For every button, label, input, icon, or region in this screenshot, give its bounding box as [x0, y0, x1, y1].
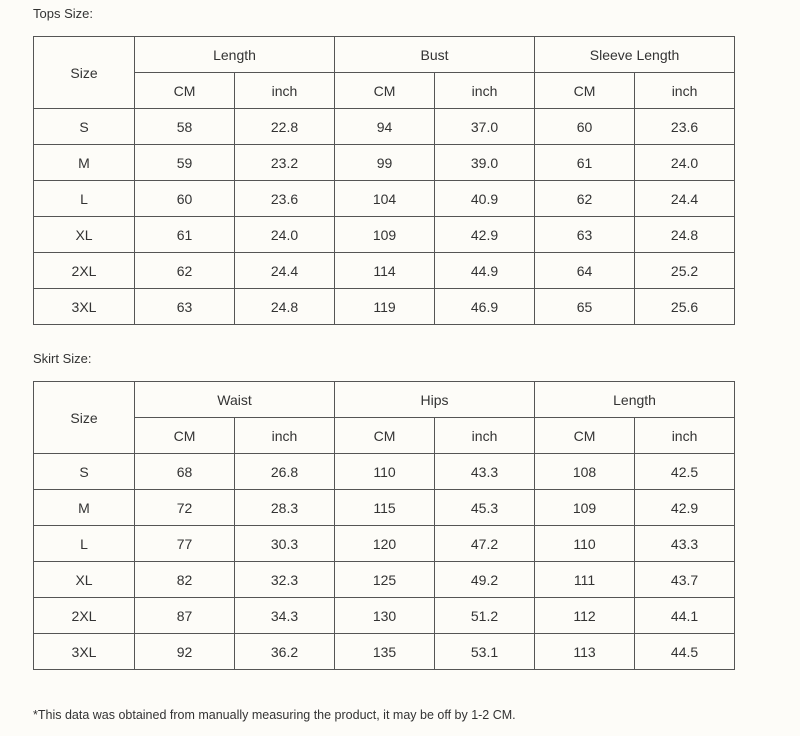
value-cell: 113 [535, 634, 635, 670]
value-cell: 24.0 [235, 217, 335, 253]
size-cell: L [34, 526, 135, 562]
unit-header: inch [435, 418, 535, 454]
value-cell: 61 [135, 217, 235, 253]
value-cell: 68 [135, 454, 235, 490]
value-cell: 24.8 [635, 217, 735, 253]
unit-header-row [34, 73, 735, 109]
value-cell: 25.2 [635, 253, 735, 289]
value-cell: 26.8 [235, 454, 335, 490]
value-cell: 120 [335, 526, 435, 562]
table-row [34, 598, 735, 634]
value-cell: 109 [335, 217, 435, 253]
value-cell: 110 [535, 526, 635, 562]
value-cell: 24.8 [235, 289, 335, 325]
value-cell: 23.6 [235, 181, 335, 217]
value-cell: 32.3 [235, 562, 335, 598]
unit-header: inch [235, 73, 335, 109]
value-cell: 111 [535, 562, 635, 598]
table-row [34, 526, 735, 562]
unit-header: CM [135, 418, 235, 454]
size-cell: XL [34, 562, 135, 598]
table-row [34, 109, 735, 145]
value-cell: 44.9 [435, 253, 535, 289]
table-row [34, 454, 735, 490]
size-cell: 3XL [34, 289, 135, 325]
value-cell: 62 [535, 181, 635, 217]
value-cell: 39.0 [435, 145, 535, 181]
unit-header: CM [335, 418, 435, 454]
table-row [34, 634, 735, 670]
unit-header-row [34, 418, 735, 454]
value-cell: 135 [335, 634, 435, 670]
table-row [34, 562, 735, 598]
value-cell: 61 [535, 145, 635, 181]
size-cell: 2XL [34, 253, 135, 289]
size-header: Size [34, 37, 135, 109]
value-cell: 64 [535, 253, 635, 289]
group-header: Waist [135, 382, 335, 418]
value-cell: 112 [535, 598, 635, 634]
table-row [34, 217, 735, 253]
table-row [34, 181, 735, 217]
value-cell: 22.8 [235, 109, 335, 145]
tops-size-table [33, 36, 735, 325]
size-cell: M [34, 490, 135, 526]
value-cell: 92 [135, 634, 235, 670]
value-cell: 34.3 [235, 598, 335, 634]
value-cell: 30.3 [235, 526, 335, 562]
value-cell: 51.2 [435, 598, 535, 634]
value-cell: 42.9 [635, 490, 735, 526]
value-cell: 44.5 [635, 634, 735, 670]
value-cell: 130 [335, 598, 435, 634]
value-cell: 82 [135, 562, 235, 598]
value-cell: 24.4 [235, 253, 335, 289]
value-cell: 94 [335, 109, 435, 145]
value-cell: 125 [335, 562, 435, 598]
table-row [34, 289, 735, 325]
value-cell: 87 [135, 598, 235, 634]
value-cell: 58 [135, 109, 235, 145]
value-cell: 99 [335, 145, 435, 181]
value-cell: 46.9 [435, 289, 535, 325]
value-cell: 59 [135, 145, 235, 181]
group-header: Bust [335, 37, 535, 73]
unit-header: CM [535, 73, 635, 109]
group-header: Sleeve Length [535, 37, 735, 73]
value-cell: 115 [335, 490, 435, 526]
table-row [34, 145, 735, 181]
unit-header: inch [635, 418, 735, 454]
skirt-size-caption: Skirt Size: [33, 351, 92, 366]
value-cell: 24.4 [635, 181, 735, 217]
value-cell: 72 [135, 490, 235, 526]
value-cell: 49.2 [435, 562, 535, 598]
unit-header: inch [635, 73, 735, 109]
size-header: Size [34, 382, 135, 454]
unit-header: CM [335, 73, 435, 109]
unit-header: inch [235, 418, 335, 454]
header-row [34, 37, 735, 73]
value-cell: 53.1 [435, 634, 535, 670]
value-cell: 42.9 [435, 217, 535, 253]
value-cell: 77 [135, 526, 235, 562]
unit-header: CM [135, 73, 235, 109]
value-cell: 47.2 [435, 526, 535, 562]
size-cell: L [34, 181, 135, 217]
size-cell: S [34, 109, 135, 145]
value-cell: 65 [535, 289, 635, 325]
value-cell: 23.2 [235, 145, 335, 181]
value-cell: 63 [535, 217, 635, 253]
measurement-note: *This data was obtained from manually measuring the product, it may be off by 1-2 CM. [33, 708, 516, 722]
value-cell: 108 [535, 454, 635, 490]
table-row [34, 253, 735, 289]
group-header: Hips [335, 382, 535, 418]
value-cell: 40.9 [435, 181, 535, 217]
group-header: Length [135, 37, 335, 73]
value-cell: 43.3 [435, 454, 535, 490]
value-cell: 63 [135, 289, 235, 325]
value-cell: 43.7 [635, 562, 735, 598]
value-cell: 62 [135, 253, 235, 289]
value-cell: 60 [135, 181, 235, 217]
value-cell: 110 [335, 454, 435, 490]
value-cell: 45.3 [435, 490, 535, 526]
tops-size-caption: Tops Size: [33, 6, 93, 21]
group-header: Length [535, 382, 735, 418]
value-cell: 36.2 [235, 634, 335, 670]
value-cell: 24.0 [635, 145, 735, 181]
unit-header: CM [535, 418, 635, 454]
value-cell: 119 [335, 289, 435, 325]
size-cell: 2XL [34, 598, 135, 634]
value-cell: 23.6 [635, 109, 735, 145]
value-cell: 109 [535, 490, 635, 526]
value-cell: 60 [535, 109, 635, 145]
value-cell: 43.3 [635, 526, 735, 562]
header-row [34, 382, 735, 418]
value-cell: 28.3 [235, 490, 335, 526]
value-cell: 42.5 [635, 454, 735, 490]
table-row [34, 490, 735, 526]
value-cell: 37.0 [435, 109, 535, 145]
size-cell: XL [34, 217, 135, 253]
skirt-size-table [33, 381, 735, 670]
value-cell: 25.6 [635, 289, 735, 325]
value-cell: 104 [335, 181, 435, 217]
size-cell: M [34, 145, 135, 181]
value-cell: 44.1 [635, 598, 735, 634]
size-cell: S [34, 454, 135, 490]
size-cell: 3XL [34, 634, 135, 670]
unit-header: inch [435, 73, 535, 109]
value-cell: 114 [335, 253, 435, 289]
